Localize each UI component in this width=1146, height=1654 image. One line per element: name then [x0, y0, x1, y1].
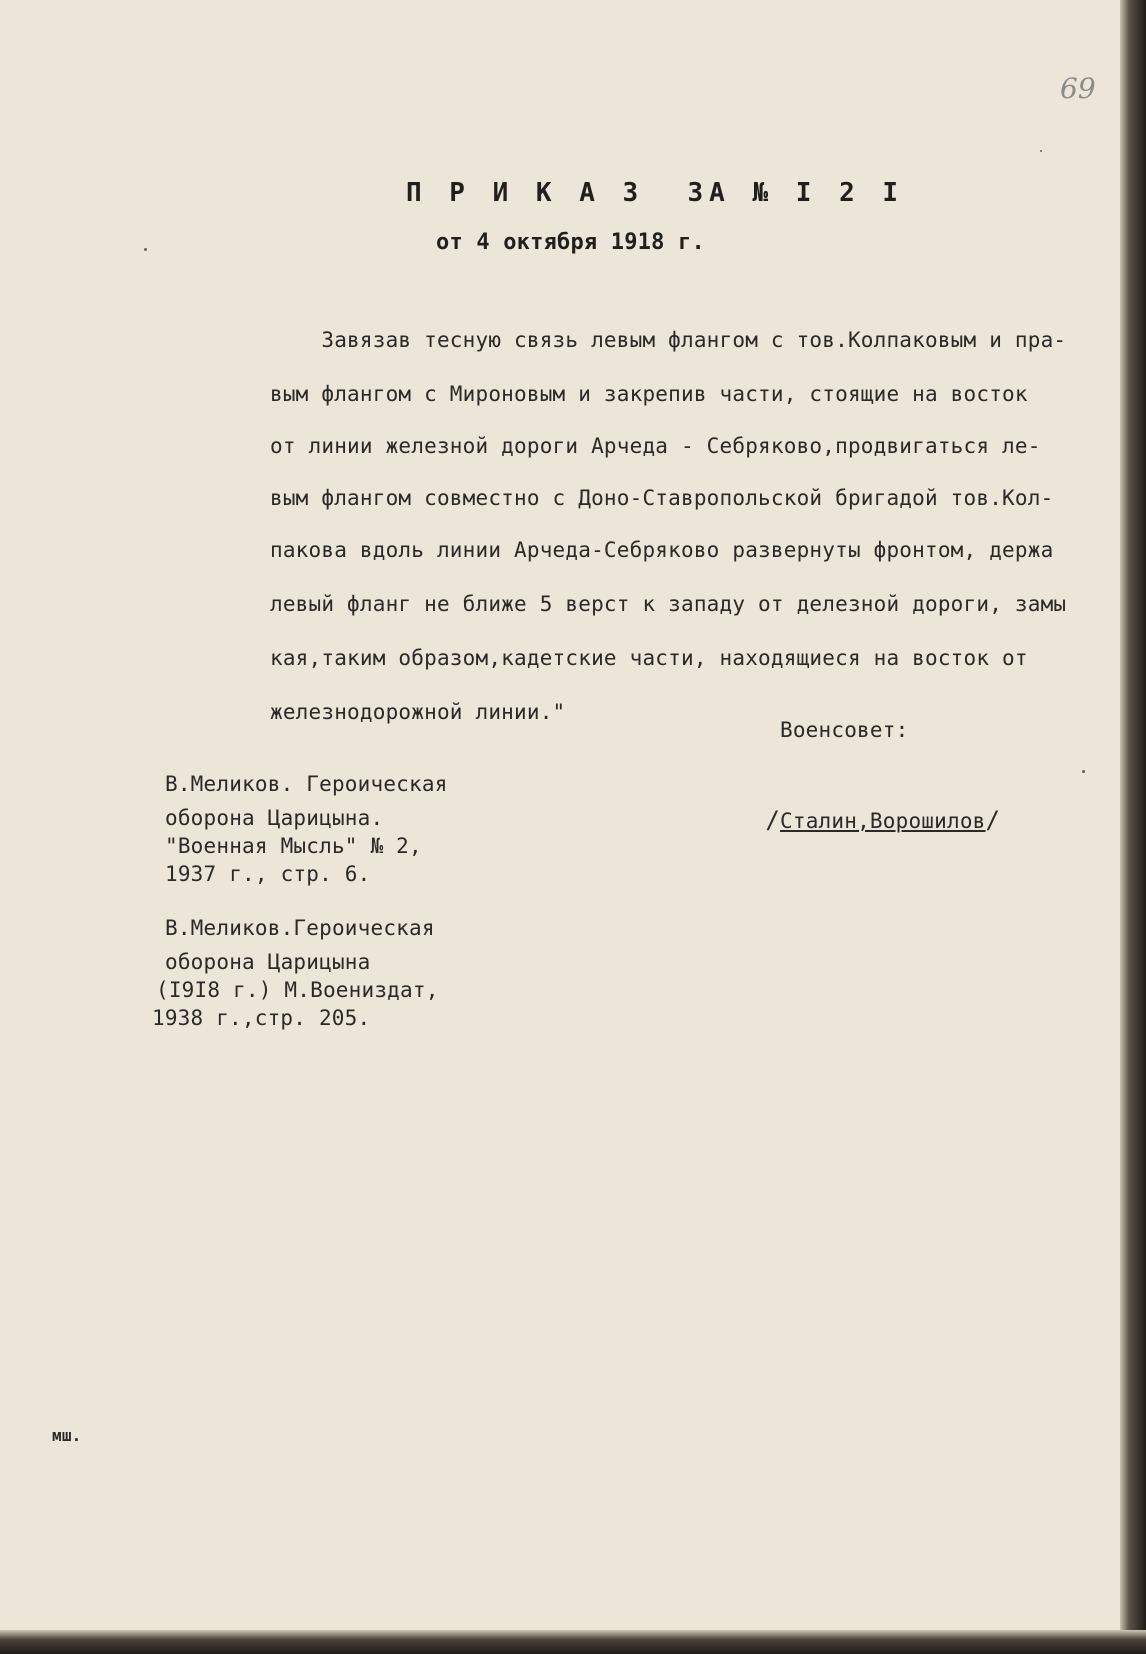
body-line: вым флангом совместно с Доно-Ставропольской бригадой тов.Кол-: [270, 486, 1054, 510]
signers-close-bracket: /: [985, 806, 1001, 834]
signoff-label: Военсовет:: [780, 718, 909, 742]
body-line: кая,таким образом,кадетские части, находящиеся на восток от: [270, 646, 1028, 670]
signers-open-bracket: /: [765, 806, 781, 834]
body-line: железнодорожной линии.": [270, 700, 566, 724]
body-line: Завязав тесную связь левым флангом с тов.Колпаковым и пра-: [270, 328, 1067, 352]
source-line: В.Меликов.Героическая: [165, 916, 435, 940]
body-line: левый фланг не ближе 5 верст к западу от делезной дороги, замы: [270, 592, 1067, 616]
body-line: вым флангом с Мироновым и закрепив части, стоящие на восток: [270, 382, 1028, 406]
page-edge-shadow: [1120, 0, 1146, 1654]
paper-speck: [1082, 770, 1085, 773]
document-title: П Р И К А З ЗА № I 2 I: [406, 178, 905, 208]
body-line: пакова вдоль линии Арчеда-Себряково развернуты фронтом, держа: [270, 538, 1054, 562]
source-line: В.Меликов. Героическая: [165, 772, 448, 796]
source-line: (I9I8 г.) М.Воениздат,: [156, 978, 439, 1002]
source-line: оборона Царицына: [165, 950, 371, 974]
source-line: "Военная Мысль" № 2,: [165, 834, 422, 858]
signers-names: Сталин,Ворошилов: [780, 809, 986, 833]
typist-initials: мш.: [52, 1426, 82, 1445]
source-line: оборона Царицына.: [165, 806, 384, 830]
page-number: 69: [1060, 72, 1096, 105]
source-line: 1938 г.,стр. 205.: [152, 1006, 371, 1030]
document-date: от 4 октября 1918 г.: [436, 230, 705, 255]
paper-speck: [144, 248, 147, 251]
signers-block: [714, 782, 1000, 858]
paper-speck: [1040, 150, 1042, 152]
body-line: от линии железной дороги Арчеда - Себряково,продвигаться ле-: [270, 434, 1041, 458]
page-bottom-shadow: [0, 1630, 1146, 1654]
source-line: 1937 г., стр. 6.: [165, 862, 371, 886]
